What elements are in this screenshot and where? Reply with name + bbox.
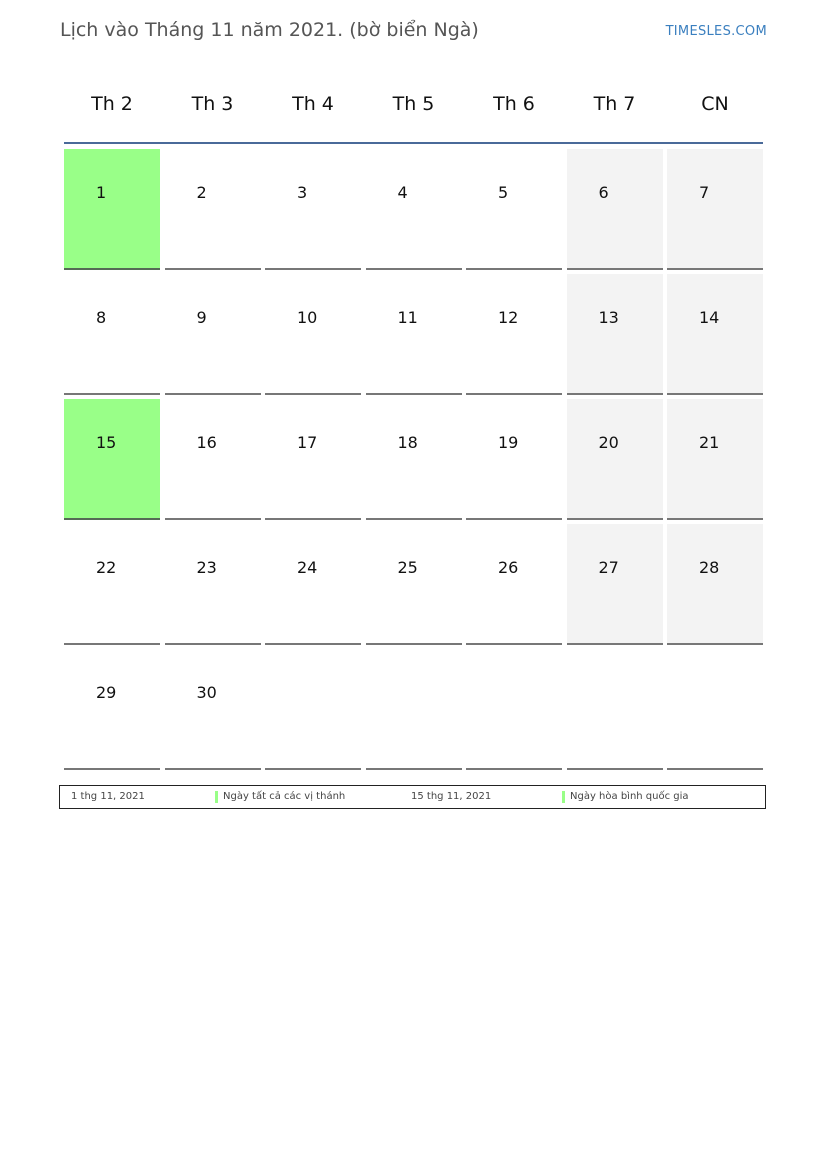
day-number: 16 (196, 433, 217, 452)
day-cell[interactable] (667, 149, 763, 270)
day-number: 14 (699, 308, 720, 327)
day-cell[interactable] (64, 524, 160, 645)
day-number: 20 (598, 433, 619, 452)
weekday-label: Th 4 (292, 93, 334, 115)
day-number: 7 (699, 183, 710, 202)
weekday-label: Th 7 (593, 93, 636, 115)
empty-day-cell (366, 649, 462, 770)
weekday-label: Th 3 (191, 93, 234, 115)
day-number: 9 (196, 308, 207, 327)
day-number: 21 (699, 433, 720, 452)
day-cell[interactable] (567, 524, 663, 645)
day-number: 27 (598, 558, 619, 577)
empty-day-cell (466, 649, 562, 770)
day-number: 17 (297, 433, 318, 452)
page-title: Lịch vào Tháng 11 năm 2021. (bờ biển Ngà) (60, 19, 479, 41)
day-number: 23 (196, 558, 217, 577)
day-cell[interactable] (265, 149, 361, 270)
day-number: 8 (96, 308, 107, 327)
day-number: 18 (397, 433, 418, 452)
day-cell[interactable] (64, 274, 160, 395)
holiday-color-marker (562, 791, 565, 803)
day-cell[interactable] (265, 399, 361, 520)
legend-holiday-name: Ngày tất cả các vị thánh (223, 791, 346, 802)
day-cell[interactable] (165, 399, 261, 520)
day-cell[interactable] (667, 274, 763, 395)
day-number: 28 (699, 558, 720, 577)
day-number: 2 (196, 183, 207, 202)
header-divider (64, 142, 763, 144)
day-number: 11 (397, 308, 418, 327)
day-number: 30 (196, 683, 217, 702)
day-cell[interactable] (466, 399, 562, 520)
day-number: 3 (297, 183, 308, 202)
weekday-label: Th 5 (392, 93, 435, 115)
day-number: 29 (96, 683, 117, 702)
weekday-label: Th 6 (493, 93, 535, 115)
day-number: 5 (498, 183, 509, 202)
day-number: 19 (498, 433, 519, 452)
day-cell[interactable] (567, 274, 663, 395)
day-number: 12 (498, 308, 519, 327)
weekday-header-row (64, 84, 763, 124)
holiday-color-marker (215, 791, 218, 803)
legend-date: 1 thg 11, 2021 (71, 791, 145, 802)
day-cell[interactable] (366, 524, 462, 645)
day-number: 15 (96, 433, 117, 452)
calendar-grid (64, 149, 763, 770)
holiday-day-cell[interactable] (64, 399, 160, 520)
empty-day-cell (667, 649, 763, 770)
day-cell[interactable] (366, 149, 462, 270)
day-cell[interactable] (165, 274, 261, 395)
day-number: 22 (96, 558, 117, 577)
day-cell[interactable] (64, 649, 160, 770)
day-cell[interactable] (466, 149, 562, 270)
day-cell[interactable] (165, 649, 261, 770)
weekday-label: CN (701, 93, 729, 115)
empty-day-cell (567, 649, 663, 770)
day-number: 1 (96, 183, 107, 202)
day-number: 26 (498, 558, 519, 577)
day-cell[interactable] (466, 274, 562, 395)
day-cell[interactable] (366, 399, 462, 520)
day-cell[interactable] (265, 274, 361, 395)
day-number: 4 (397, 183, 408, 202)
day-cell[interactable] (567, 399, 663, 520)
day-cell[interactable] (366, 274, 462, 395)
legend-date: 15 thg 11, 2021 (411, 791, 492, 802)
weekday-label: Th 2 (91, 93, 133, 115)
legend-holiday-name: Ngày hòa bình quốc gia (570, 791, 689, 802)
day-cell[interactable] (667, 399, 763, 520)
day-cell[interactable] (165, 524, 261, 645)
day-number: 13 (598, 308, 619, 327)
day-cell[interactable] (466, 524, 562, 645)
holiday-day-cell[interactable] (64, 149, 160, 270)
empty-day-cell (265, 649, 361, 770)
day-number: 24 (297, 558, 318, 577)
day-cell[interactable] (567, 149, 663, 270)
day-cell[interactable] (265, 524, 361, 645)
day-cell[interactable] (165, 149, 261, 270)
day-cell[interactable] (667, 524, 763, 645)
day-number: 25 (397, 558, 418, 577)
holiday-legend (59, 785, 766, 809)
day-number: 6 (598, 183, 609, 202)
site-brand-link[interactable]: TIMESLES.COM (665, 24, 767, 39)
day-number: 10 (297, 308, 318, 327)
